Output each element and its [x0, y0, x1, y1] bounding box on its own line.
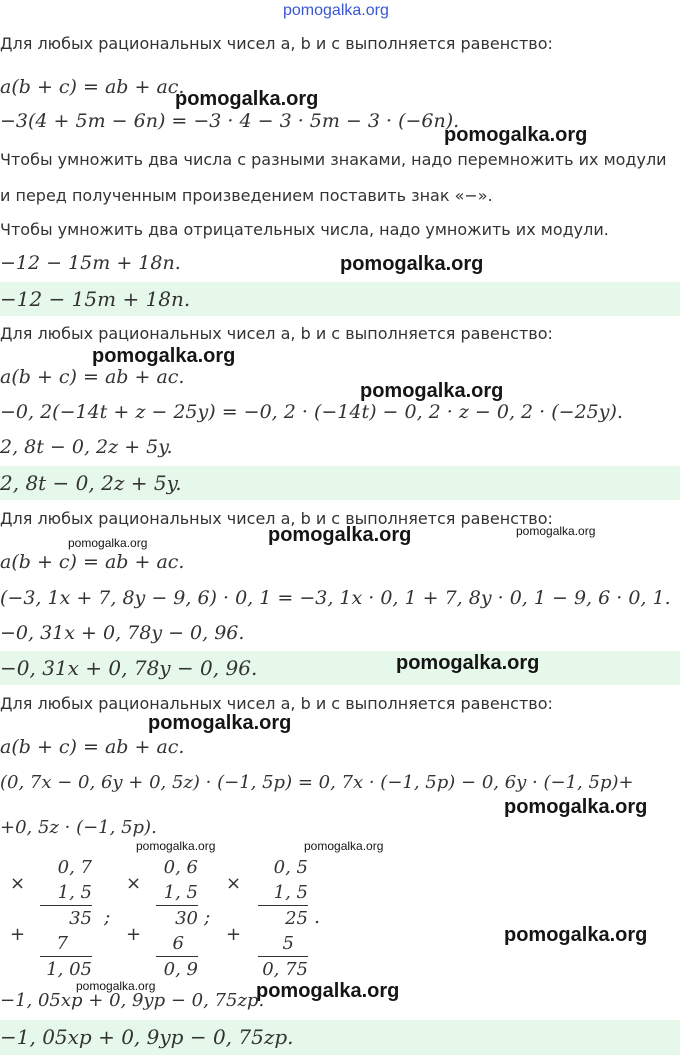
factor: 0, 6	[163, 857, 198, 878]
factor: 1, 5	[258, 880, 308, 906]
expansion: (0, 7x − 0, 6y + 0, 5z) · (−1, 5p) = 0, 7x · (−1, 5p) − 0, 6y · (−1, 5p)+	[0, 772, 634, 793]
column-sum: 0, 75	[262, 959, 308, 980]
factor: 0, 7	[57, 857, 92, 878]
column-multiplication	[156, 855, 198, 982]
watermark: pomogalka.org	[175, 88, 319, 110]
distributive-law: a(b + c) = ab + ac.	[0, 76, 185, 98]
watermark: pomogalka.org	[136, 839, 216, 853]
factor: 0, 5	[273, 857, 308, 878]
note-text: и перед полученным произведением поставить знак «−».	[0, 186, 493, 205]
factor: 1, 5	[40, 880, 92, 906]
times-sign: ×	[10, 873, 26, 894]
distributive-law: a(b + c) = ab + ac.	[0, 551, 185, 573]
watermark: pomogalka.org	[76, 979, 156, 993]
answer: −12 − 15m + 18n.	[0, 287, 191, 311]
plus-sign: +	[226, 924, 242, 945]
result-line: −1, 05xp + 0, 9yp − 0, 75zp.	[0, 990, 265, 1011]
partial-product: 25	[285, 908, 308, 929]
partial-product: 5	[258, 931, 308, 957]
note-text: Чтобы умножить два числа с разными знаками, надо перемножить их модули	[0, 150, 667, 169]
expansion-continued: +0, 5z · (−1, 5p).	[0, 817, 157, 838]
times-sign: ×	[226, 873, 242, 894]
partial-product: 6	[156, 931, 198, 957]
plus-sign: +	[10, 924, 26, 945]
separator: .	[314, 906, 321, 928]
factor: 1, 5	[156, 880, 198, 906]
watermark: pomogalka.org	[304, 839, 384, 853]
rule-text: Для любых рациональных чисел a, b и c выполняется равенство:	[0, 34, 553, 53]
distributive-law: a(b + c) = ab + ac.	[0, 736, 185, 758]
plus-sign: +	[126, 924, 142, 945]
watermark: pomogalka.org	[268, 524, 412, 546]
watermark: pomogalka.org	[148, 712, 292, 734]
answer: −1, 05xp + 0, 9yp − 0, 75zp.	[0, 1025, 294, 1049]
watermark: pomogalka.org	[504, 796, 648, 818]
column-sum: 1, 05	[46, 959, 92, 980]
answer: −0, 31x + 0, 78y − 0, 96.	[0, 656, 258, 680]
times-sign: ×	[126, 873, 142, 894]
rule-text: Для любых рациональных чисел a, b и c выполняется равенство:	[0, 509, 553, 528]
partial-product: 35	[69, 908, 92, 929]
separator: ;	[104, 906, 111, 928]
expansion: (−3, 1x + 7, 8y − 9, 6) · 0, 1 = −3, 1x · 0, 1 + 7, 8y · 0, 1 − 9, 6 · 0, 1.	[0, 587, 671, 609]
note-text: Чтобы умножить два отрицательных числа, надо умножить их модули.	[0, 220, 609, 239]
expansion: −0, 2(−14t + z − 25y) = −0, 2 · (−14t) − 0, 2 · z − 0, 2 · (−25y).	[0, 401, 623, 423]
rule-text: Для любых рациональных чисел a, b и c выполняется равенство:	[0, 694, 553, 713]
partial-product: 30	[175, 908, 198, 929]
watermark: pomogalka.org	[444, 124, 588, 146]
result-line: −0, 31x + 0, 78y − 0, 96.	[0, 622, 245, 644]
distributive-law: a(b + c) = ab + ac.	[0, 366, 185, 388]
watermark: pomogalka.org	[68, 536, 148, 550]
column-multiplication	[40, 855, 92, 982]
separator: ;	[204, 906, 211, 928]
answer: 2, 8t − 0, 2z + 5y.	[0, 471, 182, 495]
watermark: pomogalka.org	[256, 980, 400, 1002]
watermark: pomogalka.org	[92, 345, 236, 367]
watermark: pomogalka.org	[516, 524, 596, 538]
column-sum: 0, 9	[163, 959, 198, 980]
watermark: pomogalka.org	[504, 924, 648, 946]
expansion: −3(4 + 5m − 6n) = −3 · 4 − 3 · 5m − 3 · (−6n).	[0, 110, 460, 132]
watermark: pomogalka.org	[396, 652, 540, 674]
partial-product: 7	[40, 931, 92, 957]
result-line: −12 − 15m + 18n.	[0, 252, 181, 274]
watermark: pomogalka.org	[360, 380, 504, 402]
result-line: 2, 8t − 0, 2z + 5y.	[0, 436, 173, 458]
column-multiplication	[258, 855, 308, 982]
rule-text: Для любых рациональных чисел a, b и c выполняется равенство:	[0, 324, 553, 343]
top-watermark: pomogalka.org	[283, 2, 389, 19]
watermark: pomogalka.org	[340, 253, 484, 275]
